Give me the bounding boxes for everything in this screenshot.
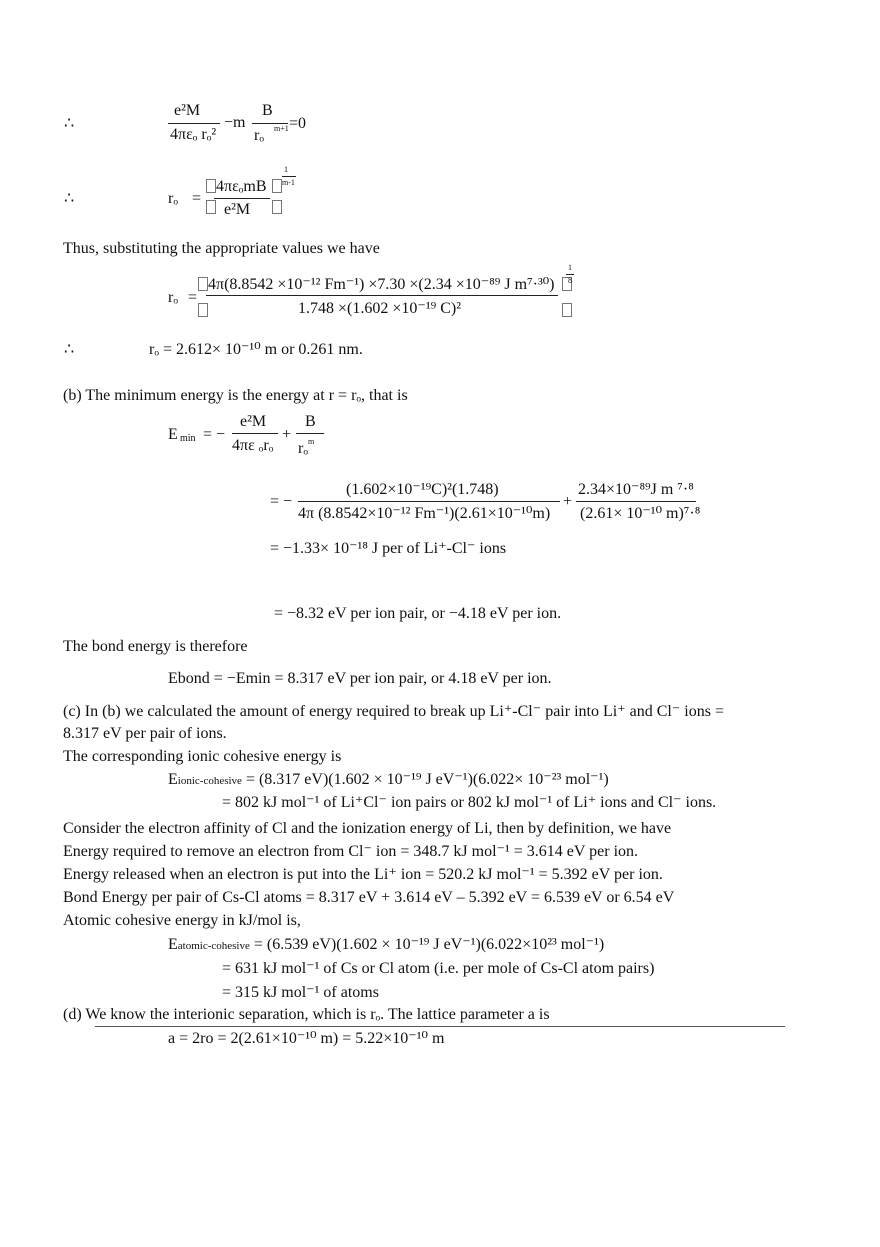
fraction-bar (206, 295, 558, 296)
emin-term2-denominator: rₒ (298, 440, 308, 457)
therefore-symbol: ∴ (64, 115, 75, 132)
eq2-exponent-denominator: m-1 (282, 178, 295, 187)
atomic-e: E (168, 936, 178, 953)
emin-term1-numerator: e²M (240, 413, 267, 430)
eq2-equals: = (192, 190, 202, 207)
bond-energy-line: Ebond = −Emin = 8.317 eV per ion pair, or 4.18 eV per ion. (168, 670, 552, 687)
calc-term2-numerator: 2.34×10⁻⁸⁹J m ⁷·⁸ (578, 481, 694, 498)
part-b-intro: (b) The minimum energy is the energy at r = rₒ, that is (63, 387, 408, 404)
bracket-glyph (562, 302, 572, 318)
eq3-exponent-denominator: 8 (568, 276, 572, 285)
part-c-line-5: Energy required to remove an electron from Cl⁻ ion = 348.7 kJ mol⁻¹ = 3.614 eV per ion. (63, 843, 639, 860)
ro-result: rₒ = 2.612× 10⁻¹⁰ m or 0.261 nm. (149, 341, 363, 358)
part-c-line-7: Bond Energy per pair of Cs-Cl atoms = 8.317 eV + 3.614 eV – 5.392 eV = 6.539 eV or 6.54 eV (63, 889, 675, 906)
ionic-e: E (168, 771, 178, 788)
bond-intro: The bond energy is therefore (63, 638, 248, 655)
eq3-exponent-numerator: 1 (568, 263, 572, 272)
bracket-glyph (272, 178, 282, 194)
part-c-line-1: (c) In (b) we calculated the amount of energy required to break up Li⁺-Cl⁻ pair into Li⁺ and Cl⁻ ions = (63, 703, 724, 720)
fraction-bar (296, 433, 324, 434)
fraction-bar (168, 123, 220, 124)
calc-term1-numerator: (1.602×10⁻¹⁹C)²(1.748) (346, 481, 499, 498)
atomic-cohesive-result-2: = 315 kJ mol⁻¹ of atoms (222, 984, 379, 1001)
eq2-denominator: e²M (224, 201, 251, 218)
eq1-rhs: =0 (289, 115, 307, 132)
ionic-expression: = (8.317 eV)(1.602 × 10⁻¹⁹ J eV⁻¹)(6.022× 10⁻²³ mol⁻¹) (241, 771, 609, 788)
energy-ev-line: = −8.32 eV per ion pair, or −4.18 eV per ion. (274, 605, 562, 622)
ionic-subscript: ionic-cohesive (177, 775, 242, 787)
eq1-denominator-2-exponent: m+1 (274, 124, 289, 133)
eq2-exponent-numerator: 1 (284, 165, 288, 174)
fraction-bar (566, 274, 574, 275)
emin-term2-exponent: m (308, 437, 315, 446)
eq1-denominator-1: 4πεₒ rₒ² (170, 126, 217, 143)
divider-line (95, 1026, 785, 1027)
eq1-operator: −m (224, 114, 246, 131)
fraction-bar (576, 501, 696, 502)
part-d-line-1: (d) We know the interionic separation, which is rₒ. The lattice parameter a is (63, 1006, 550, 1023)
ionic-cohesive-equation (168, 772, 609, 788)
emin-term2-numerator: B (305, 413, 316, 430)
emin-lhs: E (168, 426, 178, 443)
atomic-cohesive-equation (168, 937, 604, 953)
emin-term1-denominator: 4πε ₒrₒ (232, 437, 274, 454)
atomic-subscript: atomic-cohesive (177, 940, 250, 952)
part-d-line-2: a = 2ro = 2(2.61×10⁻¹⁰ m) = 5.22×10⁻¹⁰ m (168, 1030, 445, 1047)
therefore-symbol: ∴ (64, 190, 75, 207)
eq3-lhs: rₒ (168, 289, 178, 306)
calc-term2-denominator: (2.61× 10⁻¹⁰ m)⁷·⁸ (580, 505, 701, 522)
energy-joule-line: = −1.33× 10⁻¹⁸ J per of Li⁺-Cl⁻ ions (270, 540, 507, 557)
therefore-symbol: ∴ (64, 341, 75, 358)
bracket-glyph (272, 199, 282, 215)
part-c-line-6: Energy released when an electron is put into the Li⁺ ion = 520.2 kJ mol⁻¹ = 5.392 eV per ion. (63, 866, 663, 883)
bracket-glyph (198, 276, 208, 292)
ionic-cohesive-result: = 802 kJ mol⁻¹ of Li⁺Cl⁻ ion pairs or 802 kJ mol⁻¹ of Li⁺ ions and Cl⁻ ions. (222, 794, 717, 811)
part-c-line-8: Atomic cohesive energy in kJ/mol is, (63, 912, 301, 929)
fraction-bar (282, 176, 296, 177)
eq3-denominator: 1.748 ×(1.602 ×10⁻¹⁹ C)² (298, 300, 461, 317)
calc-equals: = − (270, 493, 293, 510)
part-c-line-4: Consider the electron affinity of Cl and the ionization energy of Li, then by definition, we have (63, 820, 672, 837)
bracket-glyph (206, 178, 216, 194)
atomic-expression: = (6.539 eV)(1.602 × 10⁻¹⁹ J eV⁻¹)(6.022×10²³ mol⁻¹) (249, 936, 605, 953)
calc-plus: + (563, 493, 573, 510)
eq1-numerator-2: B (262, 102, 273, 119)
calc-term1-denominator: 4π (8.8542×10⁻¹² Fm⁻¹)(2.61×10⁻¹⁰m) (298, 505, 551, 522)
bracket-glyph (198, 302, 208, 318)
fraction-bar (232, 433, 278, 434)
eq3-equals: = (188, 289, 198, 306)
fraction-bar (298, 501, 560, 502)
eq2-numerator: 4πεₒmB (216, 178, 267, 195)
atomic-cohesive-result-1: = 631 kJ mol⁻¹ of Cs or Cl atom (i.e. per mole of Cs-Cl atom pairs) (222, 960, 655, 977)
emin-equals: = − (203, 426, 226, 443)
emin-subscript: min (180, 433, 196, 444)
eq1-numerator-1: e²M (174, 102, 201, 119)
substitution-text: Thus, substituting the appropriate values we have (63, 240, 380, 257)
eq2-lhs: rₒ (168, 190, 178, 207)
bracket-glyph (206, 199, 216, 215)
eq1-denominator-2: rₒ (254, 127, 264, 144)
eq3-numerator: 4π(8.8542 ×10⁻¹² Fm⁻¹) ×7.30 ×(2.34 ×10⁻⁸⁹ J m⁷·³⁰) (208, 276, 555, 293)
fraction-bar (214, 198, 270, 199)
part-c-line-2: 8.317 eV per pair of ions. (63, 725, 227, 742)
emin-plus: + (282, 426, 292, 443)
part-c-line-3: The corresponding ionic cohesive energy is (63, 748, 342, 765)
